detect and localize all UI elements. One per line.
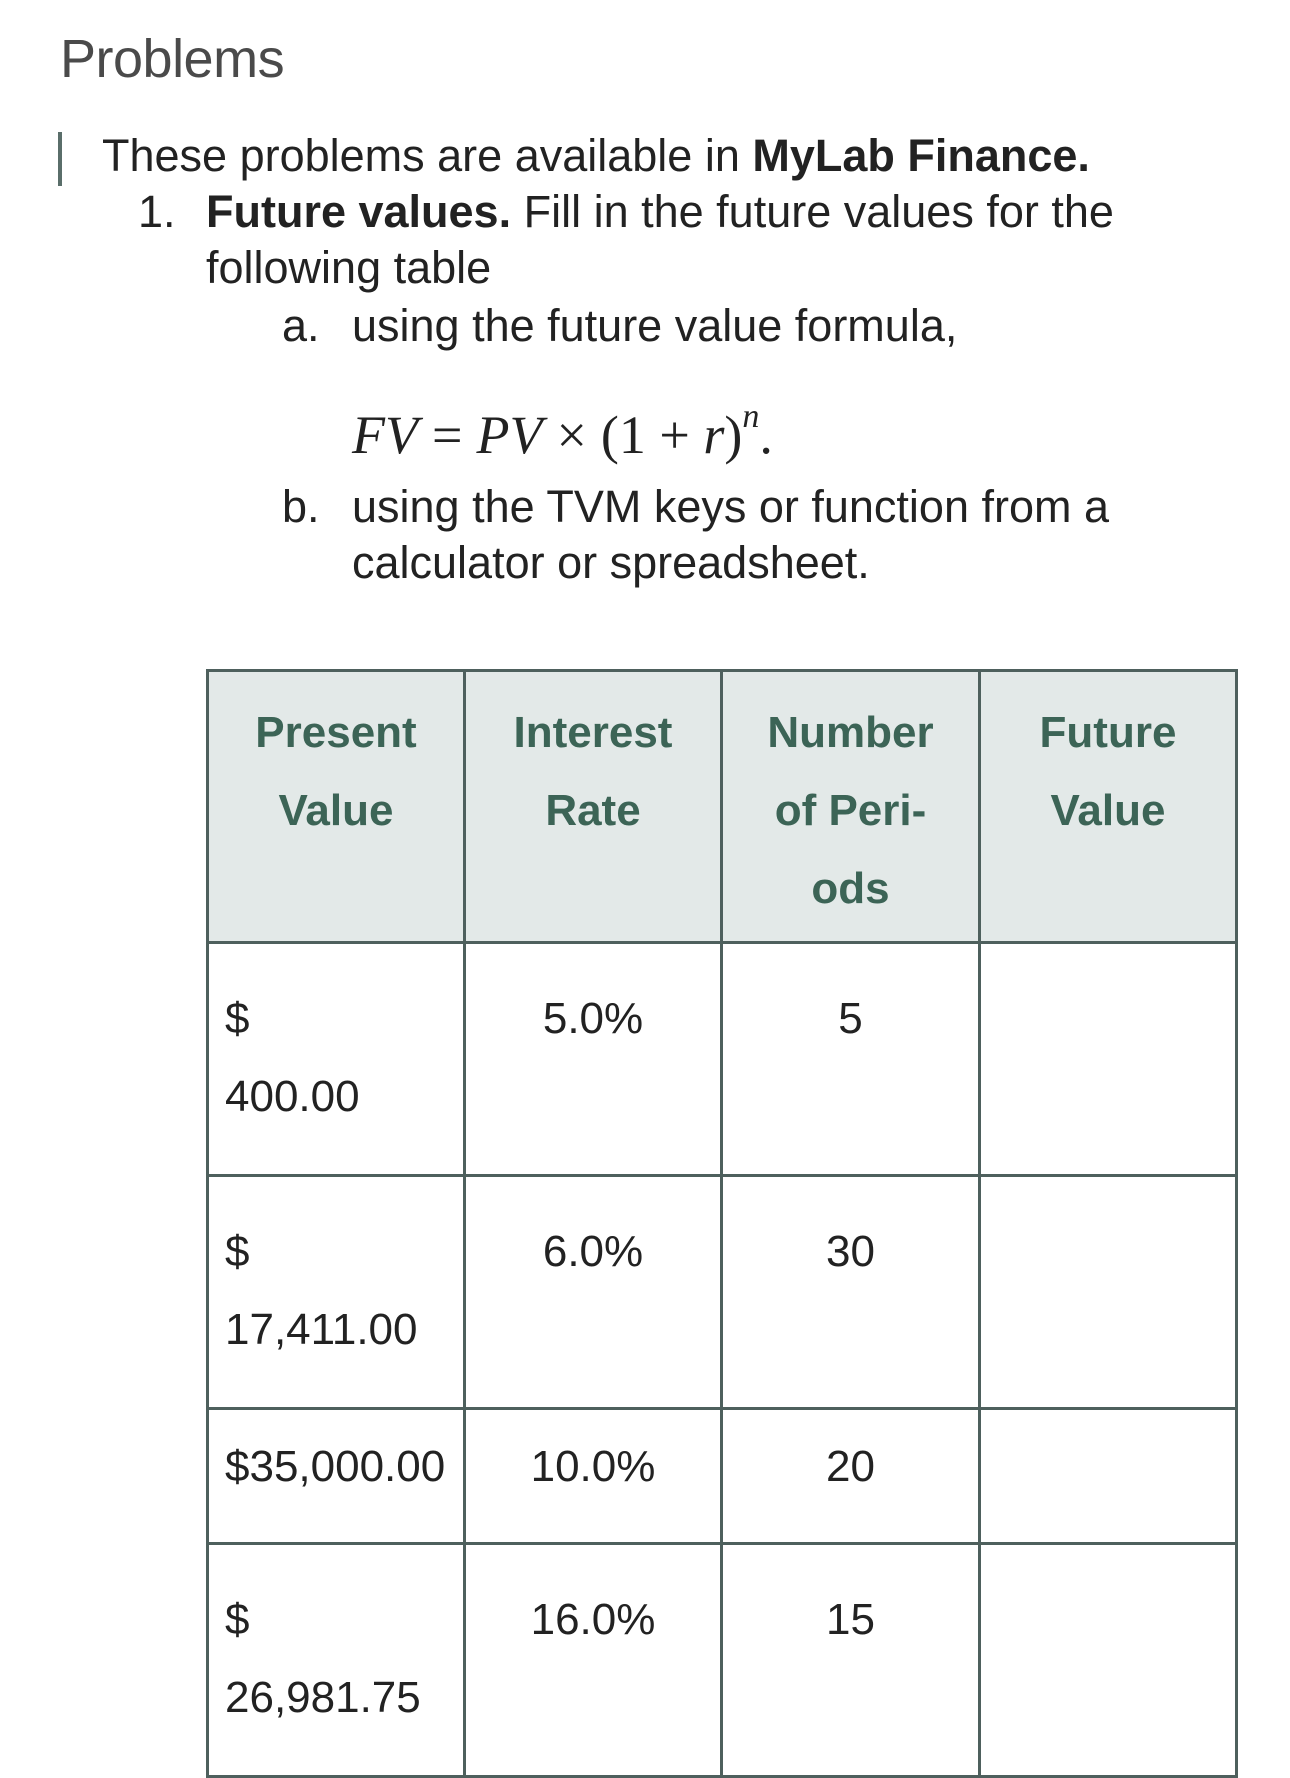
formula-period: . — [759, 405, 773, 465]
formula-fv: FV — [352, 405, 418, 465]
table-header-row — [208, 671, 1237, 943]
header-present-value — [208, 671, 465, 943]
section-title: Problems — [60, 29, 285, 89]
cell-future-value[interactable] — [980, 1176, 1237, 1409]
note-accent-bar — [58, 132, 62, 186]
cell-present-value — [208, 943, 465, 1176]
cell-interest-rate: 10.0% — [465, 1409, 722, 1544]
cell-present-value-line1: $35,000.00 — [225, 1442, 446, 1491]
cell-number-of-periods: 5 — [722, 943, 980, 1176]
future-value-formula — [352, 398, 773, 466]
note-text — [102, 128, 1090, 184]
cell-present-value-line2: 400.00 — [225, 1072, 360, 1121]
formula-pv: PV — [476, 405, 543, 465]
table-row — [208, 1176, 1237, 1409]
header-future-value — [980, 671, 1237, 943]
problem-statement — [206, 184, 1246, 296]
cell-number-of-periods: 30 — [722, 1176, 980, 1409]
cell-present-value-line1: $ — [225, 1595, 250, 1644]
part-a-text: using the future value formula, — [352, 300, 958, 351]
cell-interest-rate: 16.0% — [465, 1544, 722, 1777]
problem-text: Fill in the future values for the following table — [206, 186, 1114, 293]
cell-present-value — [208, 1544, 465, 1777]
cell-future-value[interactable] — [980, 1409, 1237, 1544]
header-future-value-line2: Value — [1050, 786, 1166, 835]
cell-future-value[interactable] — [980, 943, 1237, 1176]
problem-title: Future values. — [206, 186, 512, 237]
cell-present-value-line2: 26,981.75 — [225, 1673, 421, 1722]
header-interest-rate-line1: Interest — [513, 708, 673, 757]
header-number-of-periods-line3: ods — [811, 864, 890, 913]
cell-present-value — [208, 1409, 465, 1544]
cell-number-of-periods: 20 — [722, 1409, 980, 1544]
cell-number-of-periods: 15 — [722, 1544, 980, 1777]
formula-paren-close: ) — [724, 405, 743, 465]
cell-present-value-line1: $ — [225, 1227, 250, 1276]
future-values-table — [206, 669, 1238, 1778]
formula-equals: = — [431, 405, 463, 465]
header-number-of-periods-line2: of Peri- — [774, 786, 927, 835]
cell-present-value-line2: 17,411.00 — [225, 1305, 418, 1354]
cell-present-value-line1: $ — [225, 994, 250, 1043]
formula-paren-open: (1 + — [600, 405, 704, 465]
cell-interest-rate: 5.0% — [465, 943, 722, 1176]
table-row — [208, 1409, 1237, 1544]
cell-present-value — [208, 1176, 465, 1409]
table-row — [208, 1544, 1237, 1777]
part-b-text: using the TVM keys or function from a calculator or spreadsheet. — [352, 481, 1110, 588]
formula-exponent: n — [742, 398, 760, 435]
availability-note — [58, 128, 1238, 183]
header-present-value-line1: Present — [255, 708, 417, 757]
problem-number: 1. — [138, 186, 176, 237]
cell-future-value[interactable] — [980, 1544, 1237, 1777]
note-prefix: These problems are available in — [102, 130, 753, 181]
formula-r: r — [703, 405, 725, 465]
part-b-marker: b. — [282, 481, 320, 532]
header-interest-rate — [465, 671, 722, 943]
header-number-of-periods-line1: Number — [767, 708, 934, 757]
table-row — [208, 943, 1237, 1176]
header-future-value-line1: Future — [1039, 708, 1177, 757]
note-emphasis: MyLab Finance. — [752, 130, 1090, 181]
formula-times: × — [556, 405, 587, 465]
header-interest-rate-line2: Rate — [545, 786, 641, 835]
header-number-of-periods — [722, 671, 980, 943]
header-present-value-line2: Value — [278, 786, 394, 835]
part-a-marker: a. — [282, 300, 320, 351]
cell-interest-rate: 6.0% — [465, 1176, 722, 1409]
